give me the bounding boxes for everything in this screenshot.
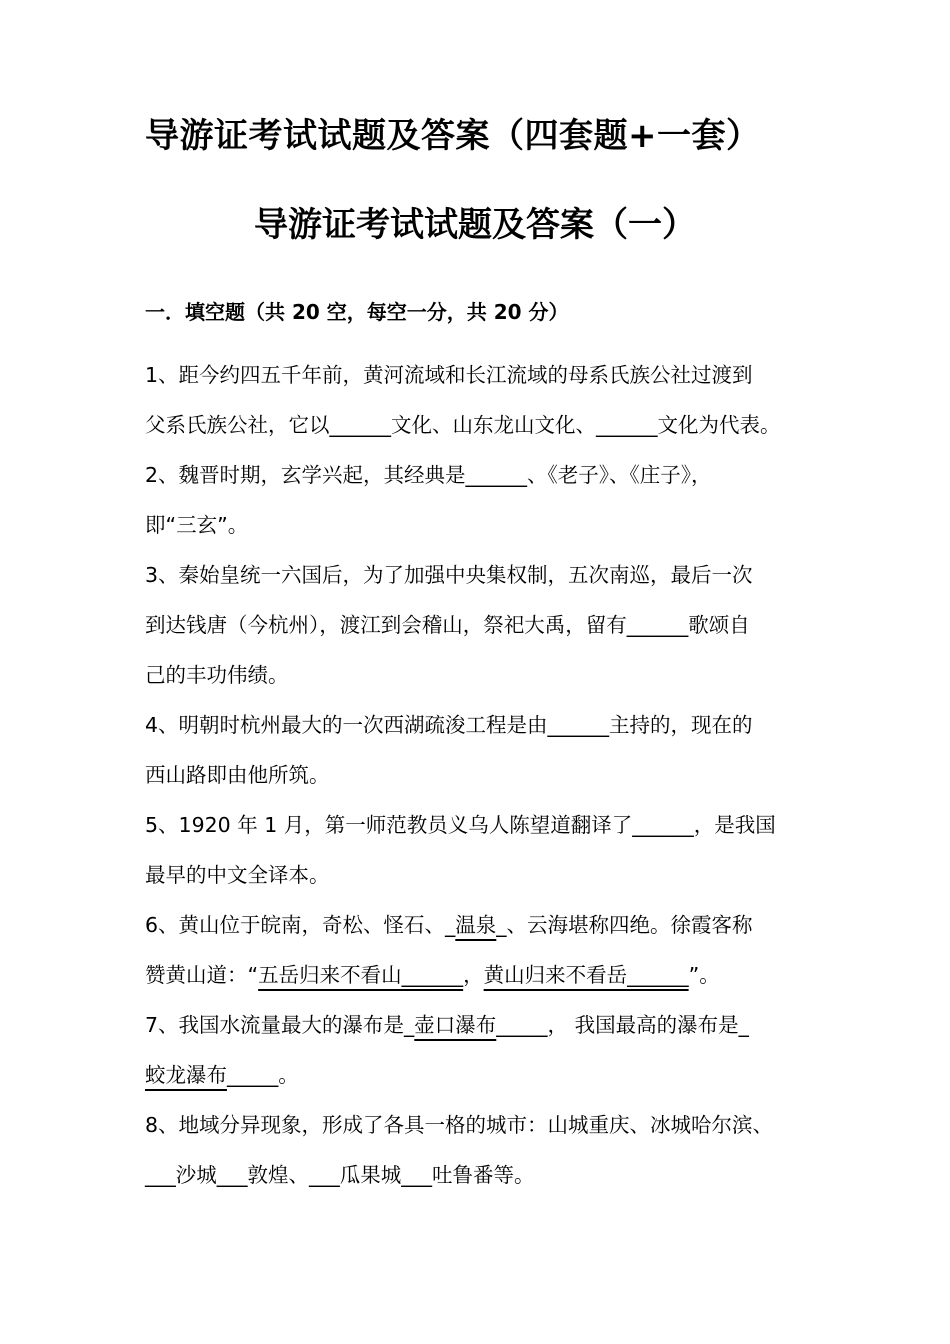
question-line: 1、距今约四五千年前，黄河流域和长江流域的母系氏族公社过渡到 bbox=[145, 363, 753, 387]
question-item bbox=[145, 550, 810, 700]
question-line: 4、明朝时杭州最大的一次西湖疏浚工程是由______主持的，现在的 bbox=[145, 713, 753, 737]
question-line: 父系氏族公社，它以______文化、山东龙山文化、______文化为代表。 bbox=[145, 413, 781, 437]
question-line: 西山路即由他所筑。 bbox=[145, 763, 330, 787]
filled-answer: 蛟龙瀑布 bbox=[145, 1063, 227, 1087]
question-item bbox=[145, 800, 810, 900]
question-line: 8、地域分异现象，形成了各具一格的城市：山城重庆、冰城哈尔滨、 bbox=[145, 1113, 774, 1137]
question-line: 赞黄山道：“五岳归来不看山______，黄山归来不看岳______”。 bbox=[145, 963, 720, 987]
question-list bbox=[145, 350, 810, 1200]
question-item bbox=[145, 1100, 810, 1200]
question-line: 即“三玄”。 bbox=[145, 513, 249, 537]
filled-answer: 温泉 bbox=[455, 913, 497, 937]
question-line: 7、我国水流量最大的瀑布是_壶口瀑布_____， 我国最高的瀑布是_ bbox=[145, 1013, 749, 1037]
document-subtitle: 导游证考试试题及答案（一） bbox=[254, 205, 696, 245]
question-item bbox=[145, 350, 810, 450]
document-title: 导游证考试试题及答案（四套题+一套） bbox=[145, 116, 761, 156]
filled-answer: 壶口瀑布 bbox=[414, 1013, 497, 1037]
question-line: 5、1920 年 1 月，第一师范教员义乌人陈望道翻译了______，是我国 bbox=[145, 813, 776, 837]
question-item bbox=[145, 450, 810, 550]
section-heading: 一．填空题（共 20 空，每空一分，共 20 分） bbox=[145, 300, 569, 324]
question-line: 6、黄山位于皖南，奇松、怪石、_温泉_、云海堪称四绝。徐霞客称 bbox=[145, 913, 753, 937]
question-line: 到达钱唐（今杭州），渡江到会稽山，祭祀大禹，留有______歌颂自 bbox=[145, 613, 750, 637]
question-line: 2、魏晋时期，玄学兴起，其经典是______、《老子》、《庄子》， bbox=[145, 463, 712, 487]
filled-answer: 五岳归来不看山______ bbox=[258, 963, 464, 987]
filled-answer: 黄山归来不看岳______ bbox=[483, 963, 689, 987]
question-item bbox=[145, 900, 810, 1000]
question-line: 3、秦始皇统一六国后，为了加强中央集权制，五次南巡，最后一次 bbox=[145, 563, 753, 587]
question-line: ___沙城___敦煌、___瓜果城___吐鲁番等。 bbox=[145, 1163, 535, 1187]
question-line: 蛟龙瀑布_____。 bbox=[145, 1063, 299, 1087]
question-line: 最早的中文全译本。 bbox=[145, 863, 330, 887]
question-item bbox=[145, 1000, 810, 1100]
question-line: 己的丰功伟绩。 bbox=[145, 663, 289, 687]
question-item bbox=[145, 700, 810, 800]
